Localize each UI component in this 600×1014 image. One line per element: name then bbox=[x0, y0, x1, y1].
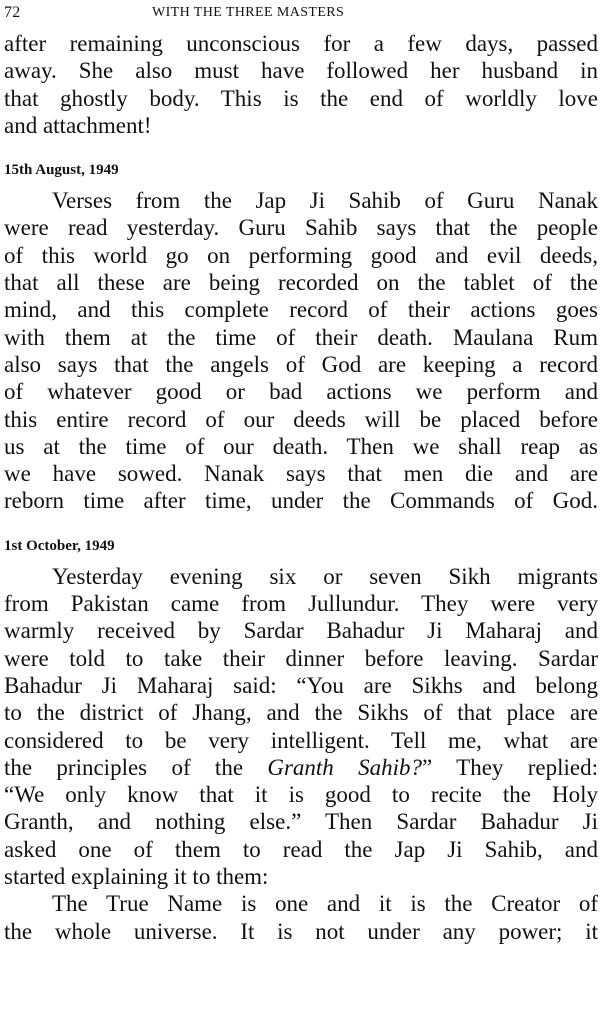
text-line: we have sowed. Nanak says that men die and are bbox=[4, 461, 598, 487]
text-line: reborn time after time, under the Commands of God. bbox=[4, 488, 598, 514]
text-line: also says that the angels of God are keeping a record bbox=[4, 351, 598, 377]
text-line: us at the time of our death. Then we shall reap as bbox=[4, 433, 598, 459]
text-line: Granth, and nothing else.” Then Sardar Bahadur Ji bbox=[4, 809, 598, 835]
date-heading: 15th August, 1949 bbox=[4, 162, 119, 179]
text-line: from Pakistan came from Jullundur. They were very bbox=[4, 591, 598, 617]
text-segment: ” They replied: bbox=[422, 754, 598, 780]
paragraph-sikh-migrants bbox=[4, 563, 598, 891]
page-body bbox=[4, 30, 598, 945]
text-line: Yesterday evening six or seven Sikh migrants bbox=[52, 563, 598, 589]
text-line: that all these are being recorded on the tablet of the bbox=[4, 270, 598, 296]
text-line: away. She also must have followed her husband in bbox=[4, 58, 598, 84]
text-line: Bahadur Ji Maharaj said: “You are Sikhs and belong bbox=[4, 672, 598, 698]
page-number: 72 bbox=[4, 4, 21, 21]
text-line: that ghostly body. This is the end of worldly love bbox=[4, 85, 598, 111]
text-line: the whole universe. It is not under any power; it bbox=[4, 918, 598, 944]
paragraph-continuation bbox=[4, 30, 598, 139]
text-line: The True Name is one and it is the Creator of bbox=[52, 891, 598, 917]
italic-book-title: Granth Sahib? bbox=[267, 754, 423, 780]
text-line: Verses from the Jap Ji Sahib of Guru Nanak bbox=[52, 188, 598, 214]
text-line: this entire record of our deeds will be placed before bbox=[4, 406, 598, 432]
text-line: and attachment! bbox=[4, 112, 152, 138]
text-line: considered to be very intelligent. Tell me, what are bbox=[4, 727, 598, 753]
text-line: were read yesterday. Guru Sahib says that the people bbox=[4, 215, 598, 241]
text-line: of whatever good or bad actions we perform and bbox=[4, 379, 598, 405]
text-line: warmly received by Sardar Bahadur Ji Maharaj and bbox=[4, 618, 598, 644]
text-line: mind, and this complete record of their actions goes bbox=[4, 297, 598, 323]
running-title: WITH THE THREE MASTERS bbox=[152, 5, 345, 20]
text-line: started explaining it to them: bbox=[4, 864, 269, 890]
date-heading: 1st October, 1949 bbox=[4, 537, 115, 554]
paragraph-true-name bbox=[4, 890, 598, 945]
running-head bbox=[4, 0, 600, 30]
text-line: of this world go on performing good and evil deeds, bbox=[4, 242, 598, 268]
text-line: “We only know that it is good to recite the Holy bbox=[4, 782, 598, 808]
text-segment: the principles of the bbox=[4, 754, 268, 780]
text-line: after remaining unconscious for a few days, passed bbox=[4, 31, 598, 56]
text-line: were told to take their dinner before leaving. Sardar bbox=[4, 645, 598, 671]
text-line: to the district of Jhang, and the Sikhs of that place are bbox=[4, 700, 598, 726]
text-line: asked one of them to read the Jap Ji Sahib, and bbox=[4, 836, 598, 862]
paragraph-jap-ji bbox=[4, 187, 598, 515]
text-line-with-italic bbox=[4, 754, 598, 781]
text-line: with them at the time of their death. Maulana Rum bbox=[4, 324, 598, 350]
